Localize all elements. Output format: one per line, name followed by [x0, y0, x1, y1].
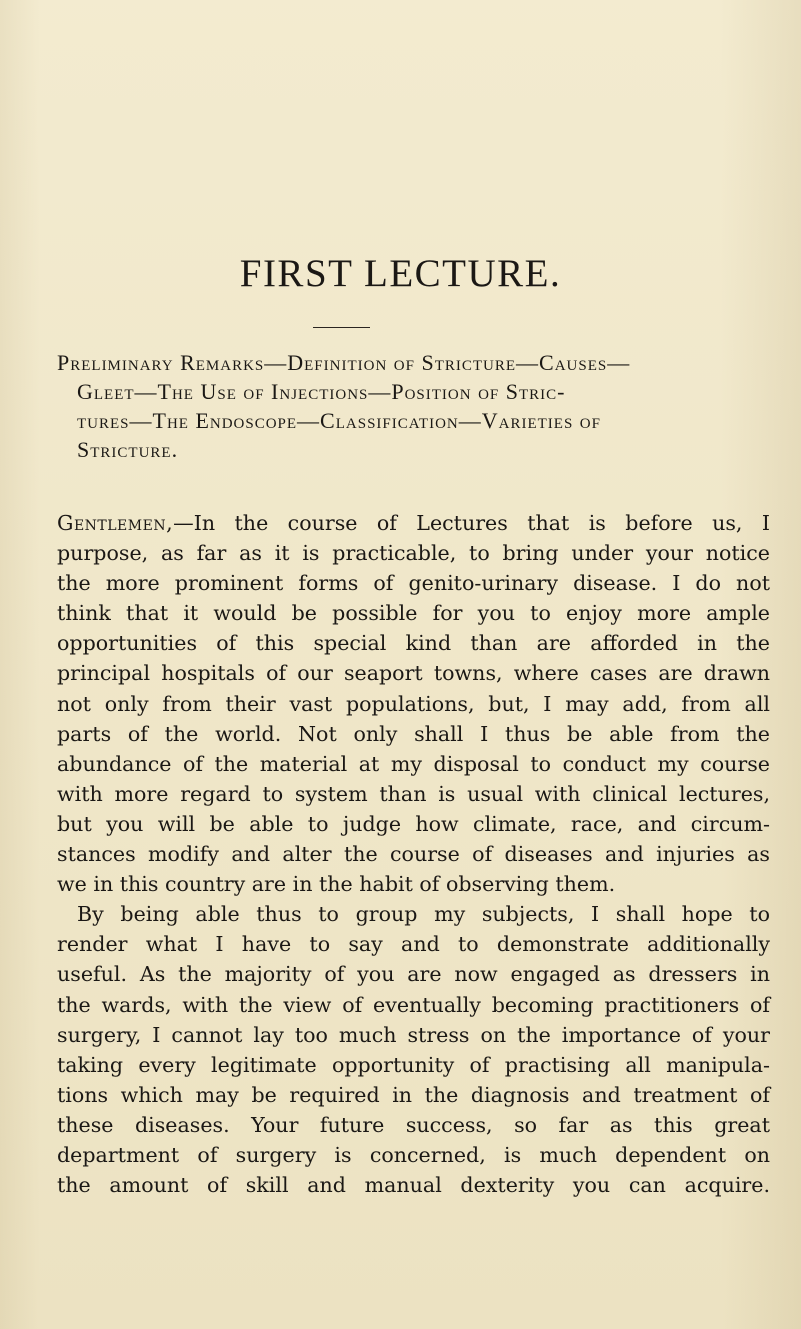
text-line: the amount of skill and manual dexterity you can acquire. — [57, 1173, 770, 1198]
summary-line: tures—The Endoscope—Classification—Varieties of — [77, 408, 601, 433]
text-line: purpose, as far as it is practicable, to bring under your notice — [57, 541, 770, 566]
summary-line: Stricture. — [77, 437, 179, 462]
text-line: with more regard to system than is usual with clinical lectures, — [57, 781, 770, 806]
text-line: render what I have to say and to demonstrate additionally — [57, 932, 770, 957]
summary-line: Gleet—The Use of Injections—Position of Stric- — [77, 379, 566, 404]
text-line: tions which may be required in the diagnosis and treatment of — [57, 1082, 770, 1107]
text-line: taking every legitimate opportunity of practising all manipula- — [57, 1052, 770, 1077]
lecture-body — [57, 508, 770, 1200]
text-line: think that it would be possible for you to enjoy more ample — [57, 601, 770, 626]
text-line: stances modify and alter the course of diseases and injuries as — [57, 842, 770, 867]
text-line: abundance of the material at my disposal to conduct my course — [57, 751, 770, 776]
text-line: we in this country are in the habit of observing them. — [57, 872, 616, 897]
text-line: these diseases. Your future success, so far as this great — [57, 1112, 770, 1137]
lecture-title: FIRST LECTURE. — [239, 252, 562, 295]
salutation: Gentlemen, — [57, 511, 174, 535]
text-line: the wards, with the view of eventually becoming practitioners of — [57, 992, 770, 1017]
text-line-rest: —In the course of Lectures that is before us, I — [173, 511, 770, 535]
text-line: useful. As the majority of you are now engaged as dressers in — [57, 962, 770, 987]
text-line: the more prominent forms of genito-urinary disease. I do not — [57, 571, 770, 596]
summary-line: Preliminary Remarks—Definition of Stricture—Causes— — [57, 350, 631, 375]
text-line — [57, 508, 770, 538]
text-line: not only from their vast populations, but, I may add, from all — [57, 691, 770, 716]
text-line: parts of the world. Not only shall I thus be able from the — [57, 721, 770, 746]
title-rule — [313, 327, 370, 328]
text-line: department of surgery is concerned, is much dependent on — [57, 1142, 770, 1167]
text-line: but you will be able to judge how climate, race, and circum- — [57, 811, 770, 836]
text-line: principal hospitals of our seaport towns, where cases are drawn — [57, 661, 770, 686]
text-line: By being able thus to group my subjects, I shall hope to — [77, 902, 770, 927]
text-line: opportunities of this special kind than are afforded in the — [57, 631, 770, 656]
text-line: surgery, I cannot lay too much stress on the importance of your — [57, 1022, 770, 1047]
chapter-summary — [57, 348, 757, 464]
